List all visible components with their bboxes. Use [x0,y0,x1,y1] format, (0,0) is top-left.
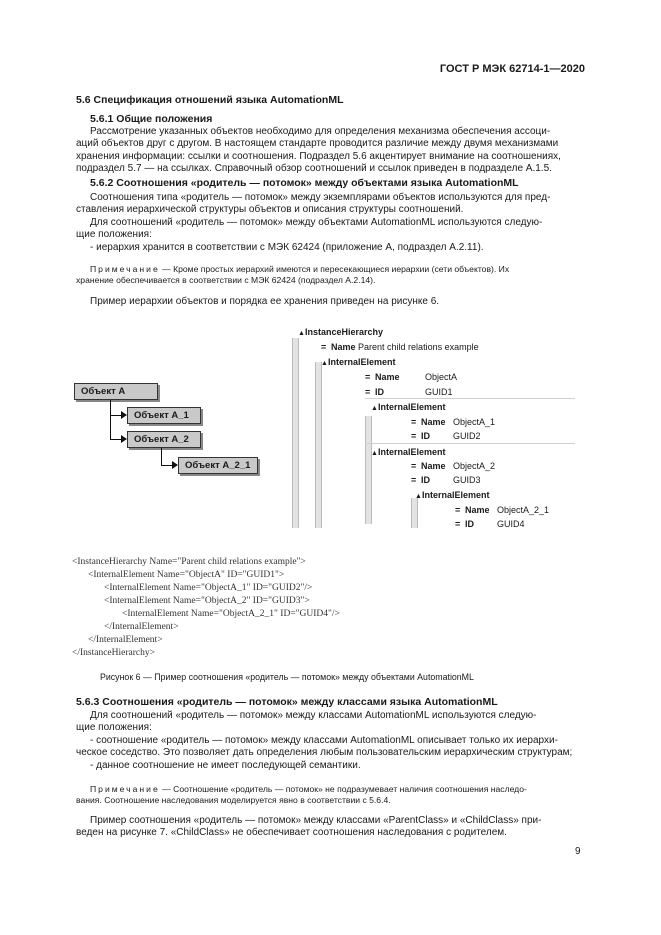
tree-row-attribute[interactable] [455,504,490,516]
note-text: — Соотношение «родитель — потомок» не подразумевает наличия соотношения наследо- [159,784,527,794]
connector-line [110,400,111,439]
tree-value-cell: GUID1 [425,387,453,397]
connector-line [110,415,121,416]
paragraph-line: щие положения: [76,722,152,734]
tree-row-attribute[interactable] [321,341,479,353]
xml-line: </InternalElement> [88,635,163,645]
paragraph-line: Для соотношений «родитель — потомок» между объектами AutomationML используются следую- [90,216,543,228]
attribute-icon: = [321,342,327,352]
tree-label: ID [421,431,430,441]
xml-line: <InternalElement Name="ObjectA_2" ID="GUID3"> [104,596,310,606]
tree-guide-bar [365,416,372,524]
collapse-caret-icon[interactable]: ▲ [371,450,378,457]
connector-line [161,448,162,465]
tree-label: InternalElement [328,357,396,367]
tree-label: InternalElement [422,490,490,500]
tree-label: Name [331,342,356,352]
attribute-icon: = [411,431,417,441]
section-5-6-3-body [76,710,584,772]
paragraph-line: Для соотношений «родитель — потомок» между классами AutomationML используются следую- [90,710,537,721]
object-a21-box: Объект А_2_1 [178,457,258,474]
tree-row-attribute[interactable] [411,416,446,428]
tree-row-attribute[interactable] [411,460,446,472]
section-5-6-title: 5.6 Спецификация отношений языка AutomationML [76,94,344,106]
object-a2-box: Объект А_2 [127,431,201,448]
section-5-6-2-title: 5.6.2 Соотношения «родитель — потомок» между объектами языка AutomationML [90,177,519,189]
attribute-icon: = [365,372,371,382]
attribute-icon: = [411,417,417,427]
xml-line: <InternalElement Name="ObjectA" ID="GUID1"> [88,570,285,580]
tree-row-attribute[interactable] [411,430,430,442]
paragraph-line: подраздел 5.7 — на ссылках. Справочный обзор соотношений и ссылок приведен в подразделе А.1.5. [76,163,552,175]
tree-label: Name [465,505,490,515]
section-5-6-1-body [76,126,584,176]
tree-row-element[interactable] [371,401,446,413]
collapse-caret-icon[interactable]: ▲ [371,405,378,412]
note-label: Примечание [90,784,160,794]
connector-line [161,465,172,466]
tree-label: ID [421,475,430,485]
paragraph-line: хранения информации: ссылки и соотношения. Подраздел 5.6 акцентирует внимание на соотношениях, [76,150,561,162]
tree-row-element[interactable] [371,446,446,458]
xml-line: </InternalElement> [104,622,179,632]
note-text: — Кроме простых иерархий имеются и пересекающиеся иерархии (сети объектов). Их [159,264,510,274]
tree-row-attribute[interactable] [365,371,400,383]
paragraph-line: Пример соотношения «родитель — потомок» между классами «ParentClass» и «ChildClass» при- [90,815,542,826]
paragraph-line: аций объектов друг с другом. В настоящем стандарте проводится различие между двумя механизмами [76,138,559,150]
tree-value-cell: GUID3 [453,475,481,485]
instance-hierarchy-tree [289,326,581,531]
tree-row-element[interactable] [321,356,396,368]
xml-line: <InstanceHierarchy Name="Parent child relations example"> [72,557,306,567]
note-5-6-2 [76,264,586,286]
paragraph-line: - соотношение «родитель — потомок» между классами AutomationML описывает только их иерархи- [90,734,558,746]
tree-row-attribute[interactable] [365,386,384,398]
document-standard-header: ГОСТ Р МЭК 62714-1—2020 [439,63,585,75]
tree-label: ID [465,519,474,529]
tree-label: InstanceHierarchy [305,327,384,337]
paragraph-line: - иерархия хранится в соответствии с МЭК 62424 (приложение А, подраздел А.2.11). [90,241,484,253]
note-text: хранение обеспечивается в соответствии с МЭК 62424 (подраздел А.2.14). [76,275,376,285]
collapse-caret-icon[interactable]: ▲ [298,330,305,337]
arrow-icon [172,461,178,469]
tree-value-cell: GUID2 [453,431,481,441]
tree-value-cell: GUID4 [497,519,525,529]
attribute-icon: = [455,505,461,515]
attribute-icon: = [455,519,461,529]
paragraph-line: Рассмотрение указанных объектов необходимо для определения механизма обеспечения ассоци- [90,126,551,137]
tree-label: ID [375,387,384,397]
tree-label: InternalElement [378,447,446,457]
example-reference: Пример иерархии объектов и порядка ее хранения приведен на рисунке 6. [90,296,440,307]
xml-line: <InternalElement Name="ObjectA_1" ID="GUID2"/> [104,583,313,593]
tree-label: Name [421,417,446,427]
page-number: 9 [575,846,581,857]
tree-guide-bar [292,338,299,528]
paragraph-line: ставления иерархической структуры объектов и описания структуры соотношений. [76,204,464,216]
paragraph-line: веден на рисунке 7. «ChildClass» не обеспечивает соотношения наследования с родителем. [76,827,507,839]
attribute-icon: = [411,475,417,485]
tree-value-cell: ObjectA [425,372,458,382]
tree-label: Name [375,372,400,382]
collapse-caret-icon[interactable]: ▲ [415,493,422,500]
tree-guide-bar [315,362,322,528]
tree-value-cell: ObjectA_2_1 [497,505,550,515]
note-label: Примечание [90,264,160,274]
section-5-6-2-body [76,192,584,254]
tree-row-attribute[interactable] [455,518,474,530]
attribute-icon: = [365,387,371,397]
tree-row-root[interactable] [298,326,383,338]
paragraph-line: ческое соседство. Это позволяет дать определения любым пользовательским иерархическим структурам; [76,747,573,759]
paragraph-line: Соотношения типа «родитель — потомок» между экземплярами объектов используются для пред- [90,192,551,203]
connector-line [110,439,121,440]
tree-value-cell: ObjectA_1 [453,417,496,427]
collapse-caret-icon[interactable]: ▲ [321,360,328,367]
section-5-6-3-title: 5.6.3 Соотношения «родитель — потомок» между классами языка AutomationML [76,696,498,708]
example-reference-figure-7 [76,815,584,840]
tree-value-cell: ObjectA_2 [453,461,496,471]
attribute-icon: = [411,461,417,471]
tree-row-attribute[interactable] [411,474,430,486]
note-text: вания. Соотношение наследования моделируется явно в соответствии с 5.6.4. [76,795,391,805]
figure-caption: Рисунок 6 — Пример соотношения «родитель — потомок» между объектами AutomationML [100,672,474,682]
object-a1-box: Объект А_1 [127,407,201,424]
paragraph-line: - данное соотношение не имеет последующей семантики. [90,759,361,771]
tree-label: Name [421,461,446,471]
arrow-icon [121,411,127,419]
note-5-6-3 [76,784,586,806]
xml-line: </InstanceHierarchy> [72,648,155,658]
tree-label: InternalElement [378,402,446,412]
tree-value: Parent child relations example [358,342,479,352]
section-5-6-1-title: 5.6.1 Общие положения [90,113,213,125]
paragraph-line: щие положения: [76,229,152,241]
tree-row-element[interactable] [415,489,490,501]
arrow-icon [121,435,127,443]
object-a-box: Объект А [74,383,158,400]
xml-line: <InternalElement Name="ObjectA_2_1" ID="GUID4"/> [122,609,340,619]
